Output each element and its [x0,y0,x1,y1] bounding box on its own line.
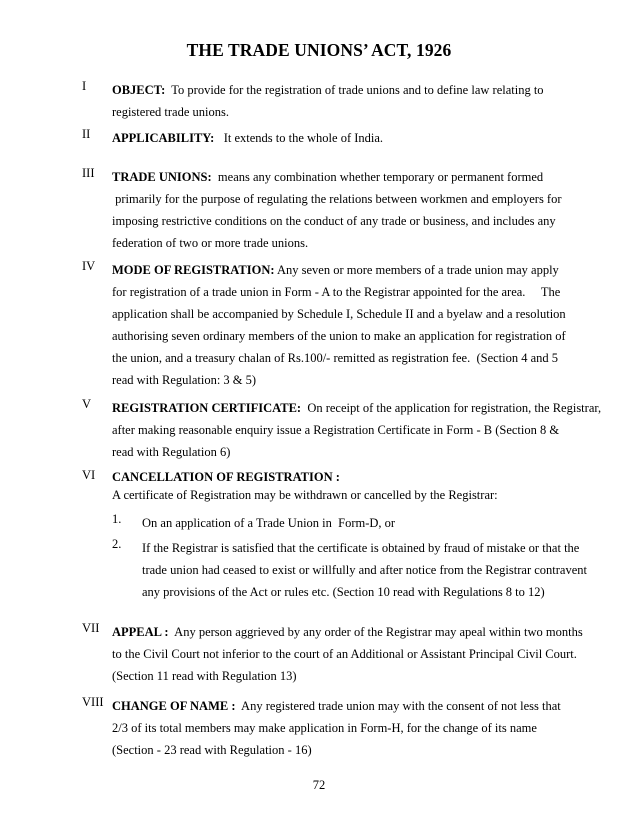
section-number: VI [82,468,96,482]
list-item-number: 1. [112,512,122,526]
section-text: application shall be accompanied by Schedule I, Schedule II and a byelaw and a resolution [112,307,566,321]
section-change-of-name [82,695,602,761]
list-item [112,512,602,534]
section-text: Any registered trade union may with the consent of not less that [235,699,561,713]
section-body [112,79,602,123]
section-body [112,127,602,149]
section-text: (Section - 23 read with Regulation - 16) [112,743,312,757]
section-heading: CHANGE OF NAME : [112,699,236,713]
section-intro: A certificate of Registration may be withdrawn or cancelled by the Registrar: [112,488,498,502]
section-text: registered trade unions. [112,105,229,119]
section-trade-unions [82,166,602,254]
list-item-number: 2. [112,537,122,551]
section-text: the union, and a treasury chalan of Rs.100/- remitted as registration fee. (Section 4 and 5 [112,351,559,365]
section-text: imposing restrictive conditions on the conduct of any trade or business, and includes any [112,214,556,228]
list-item-text: any provisions of the Act or rules etc. (Section 10 read with Regulations 8 to 12) [142,585,545,599]
section-number: VIII [82,695,104,709]
section-text: after making reasonable enquiry issue a Registration Certificate in Form - B (Section 8 & [112,423,560,437]
section-text: Any person aggrieved by any order of the Registrar may apeal within two months [168,625,583,639]
section-body [112,621,602,687]
section-heading: OBJECT: [112,83,166,97]
list-item-text: On an application of a Trade Union in Form-D, or [142,516,396,530]
section-number: III [82,166,95,180]
list-item [112,537,602,603]
section-body [112,166,602,254]
section-text: authorising seven ordinary members of the union to make an application for registration of [112,329,566,343]
section-text: means any combination whether temporary or permanent formed [211,170,544,184]
section-text: read with Regulation 6) [112,445,231,459]
section-number: VII [82,621,100,635]
section-heading: MODE OF REGISTRATION: [112,263,275,277]
section-heading: TRADE UNIONS: [112,170,212,184]
section-heading: CANCELLATION OF REGISTRATION : [112,470,340,484]
section-text: for registration of a trade union in Form - A to the Registrar appointed for the area. The [112,285,561,299]
list-item-text: trade union had ceased to exist or willfully and after notice from the Registrar contravent [142,563,587,577]
section-body [112,259,602,391]
section-number: V [82,397,92,411]
section-text: federation of two or more trade unions. [112,236,309,250]
section-heading: REGISTRATION CERTIFICATE: [112,401,302,415]
section-number: II [82,127,91,141]
section-text: 2/3 of its total members may make application in Form-H, for the change of its name [112,721,537,735]
section-object [82,79,602,123]
section-body [112,397,602,463]
section-mode-of-registration [82,259,602,391]
section-text: Any seven or more members of a trade union may apply [274,263,559,277]
section-number: IV [82,259,96,273]
section-text: read with Regulation: 3 & 5) [112,373,257,387]
page-number: 72 [312,778,326,792]
section-number: I [82,79,87,93]
section-text: To provide for the registration of trade unions and to define law relating to [165,83,544,97]
section-applicability [82,127,602,149]
list-item-text: If the Registrar is satisfied that the certificate is obtained by fraud of mistake or that the [142,541,580,555]
section-cancellation-of-registration [82,468,602,603]
section-heading: APPLICABILITY: [112,131,215,145]
section-body [112,468,602,504]
section-body [112,695,602,761]
section-text: (Section 11 read with Regulation 13) [112,669,297,683]
section-text: On receipt of the application for registration, the Registrar, [301,401,602,415]
section-text: primarily for the purpose of regulating the relations between workmen and employers for [112,192,562,206]
cancellation-list [82,512,602,603]
section-appeal [82,621,602,687]
section-heading: APPEAL : [112,625,169,639]
section-text: to the Civil Court not inferior to the court of an Additional or Assistant Principal Civil Court. [112,647,577,661]
document-title: THE TRADE UNIONS’ ACT, 1926 [186,40,452,60]
section-text: It extends to the whole of India. [214,131,384,145]
section-registration-certificate [82,397,602,463]
